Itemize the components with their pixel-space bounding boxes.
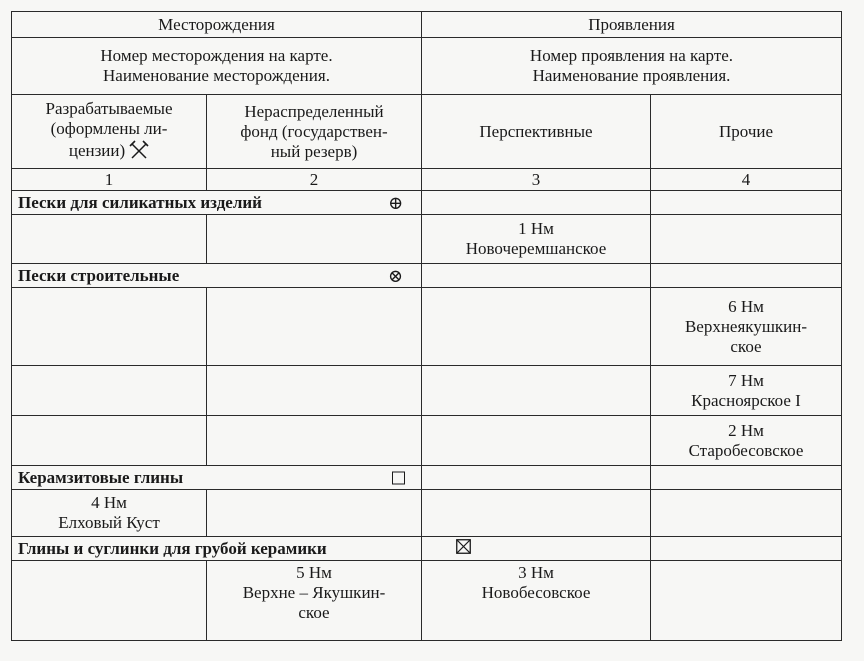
category-building-sands — [12, 264, 422, 288]
header-col-reserve: Нераспределенный фонд (государствен- ный резерв) — [207, 95, 422, 169]
header-row-columns — [12, 95, 842, 169]
category-row-silicate-sands — [12, 191, 842, 215]
entry-verkhne-yakushkinskoe: 5 Нм Верхне – Якушкин- ское — [207, 561, 422, 641]
crossed-square-icon — [456, 539, 471, 559]
legend-table — [11, 11, 842, 641]
category-label: Глины и суглинки для грубой керамики — [18, 538, 327, 558]
header-col-developed — [12, 95, 207, 169]
square-icon — [392, 471, 405, 484]
entry-novocheremshanskoe: 1 Нм Новочеремшанское — [422, 215, 651, 264]
category-row-building-sands — [12, 264, 842, 288]
category-expanded-clay — [12, 466, 422, 490]
column-number-4: 4 — [651, 169, 842, 191]
category-silicate-sands — [12, 191, 422, 215]
header-occurrences: Проявления — [422, 12, 842, 38]
table-row — [12, 215, 842, 264]
circle-plus-icon: ⊕ — [388, 192, 404, 213]
table-row — [12, 416, 842, 466]
entry-elkhovyi-kust: 4 Нм Елховый Куст — [12, 490, 207, 537]
table-row — [12, 288, 842, 366]
header-col-developed-label: Разрабатываемые (оформлены ли- цензии) — [45, 99, 173, 160]
header-row-numbers — [12, 169, 842, 191]
header-deposits: Месторождения — [12, 12, 422, 38]
category-row-expanded-clay — [12, 466, 842, 490]
category-coarse-ceramics — [12, 537, 422, 561]
category-row-coarse-ceramics — [12, 537, 842, 561]
header-deposits-sub: Номер месторождения на карте. Наименование месторождения. — [12, 38, 422, 95]
column-number-2: 2 — [207, 169, 422, 191]
header-col-other: Прочие — [651, 95, 842, 169]
entry-starobesovskoe: 2 Нм Старобесовское — [651, 416, 842, 466]
header-col-prospective: Перспективные — [422, 95, 651, 169]
crossed-hammers-icon — [129, 139, 149, 164]
circle-cross-icon: ⊗ — [388, 265, 404, 286]
category-label: Пески для силикатных изделий — [18, 192, 262, 212]
entry-novobesovskoe: 3 Нм Новобесовское — [422, 561, 651, 641]
header-row-groups — [12, 12, 842, 38]
category-label: Керамзитовые глины — [18, 467, 184, 487]
column-number-3: 3 — [422, 169, 651, 191]
table-row — [12, 366, 842, 416]
table-row — [12, 561, 842, 641]
entry-krasnoyarskoe: 7 Нм Красноярское I — [651, 366, 842, 416]
entry-verkhneyakushkinskoe: 6 Нм Верхнеякушкин- ское — [651, 288, 842, 366]
header-row-sub — [12, 38, 842, 95]
header-occurrences-sub: Номер проявления на карте. Наименование проявления. — [422, 38, 842, 95]
category-label: Пески строительные — [18, 265, 180, 285]
column-number-1: 1 — [12, 169, 207, 191]
table-row — [12, 490, 842, 537]
